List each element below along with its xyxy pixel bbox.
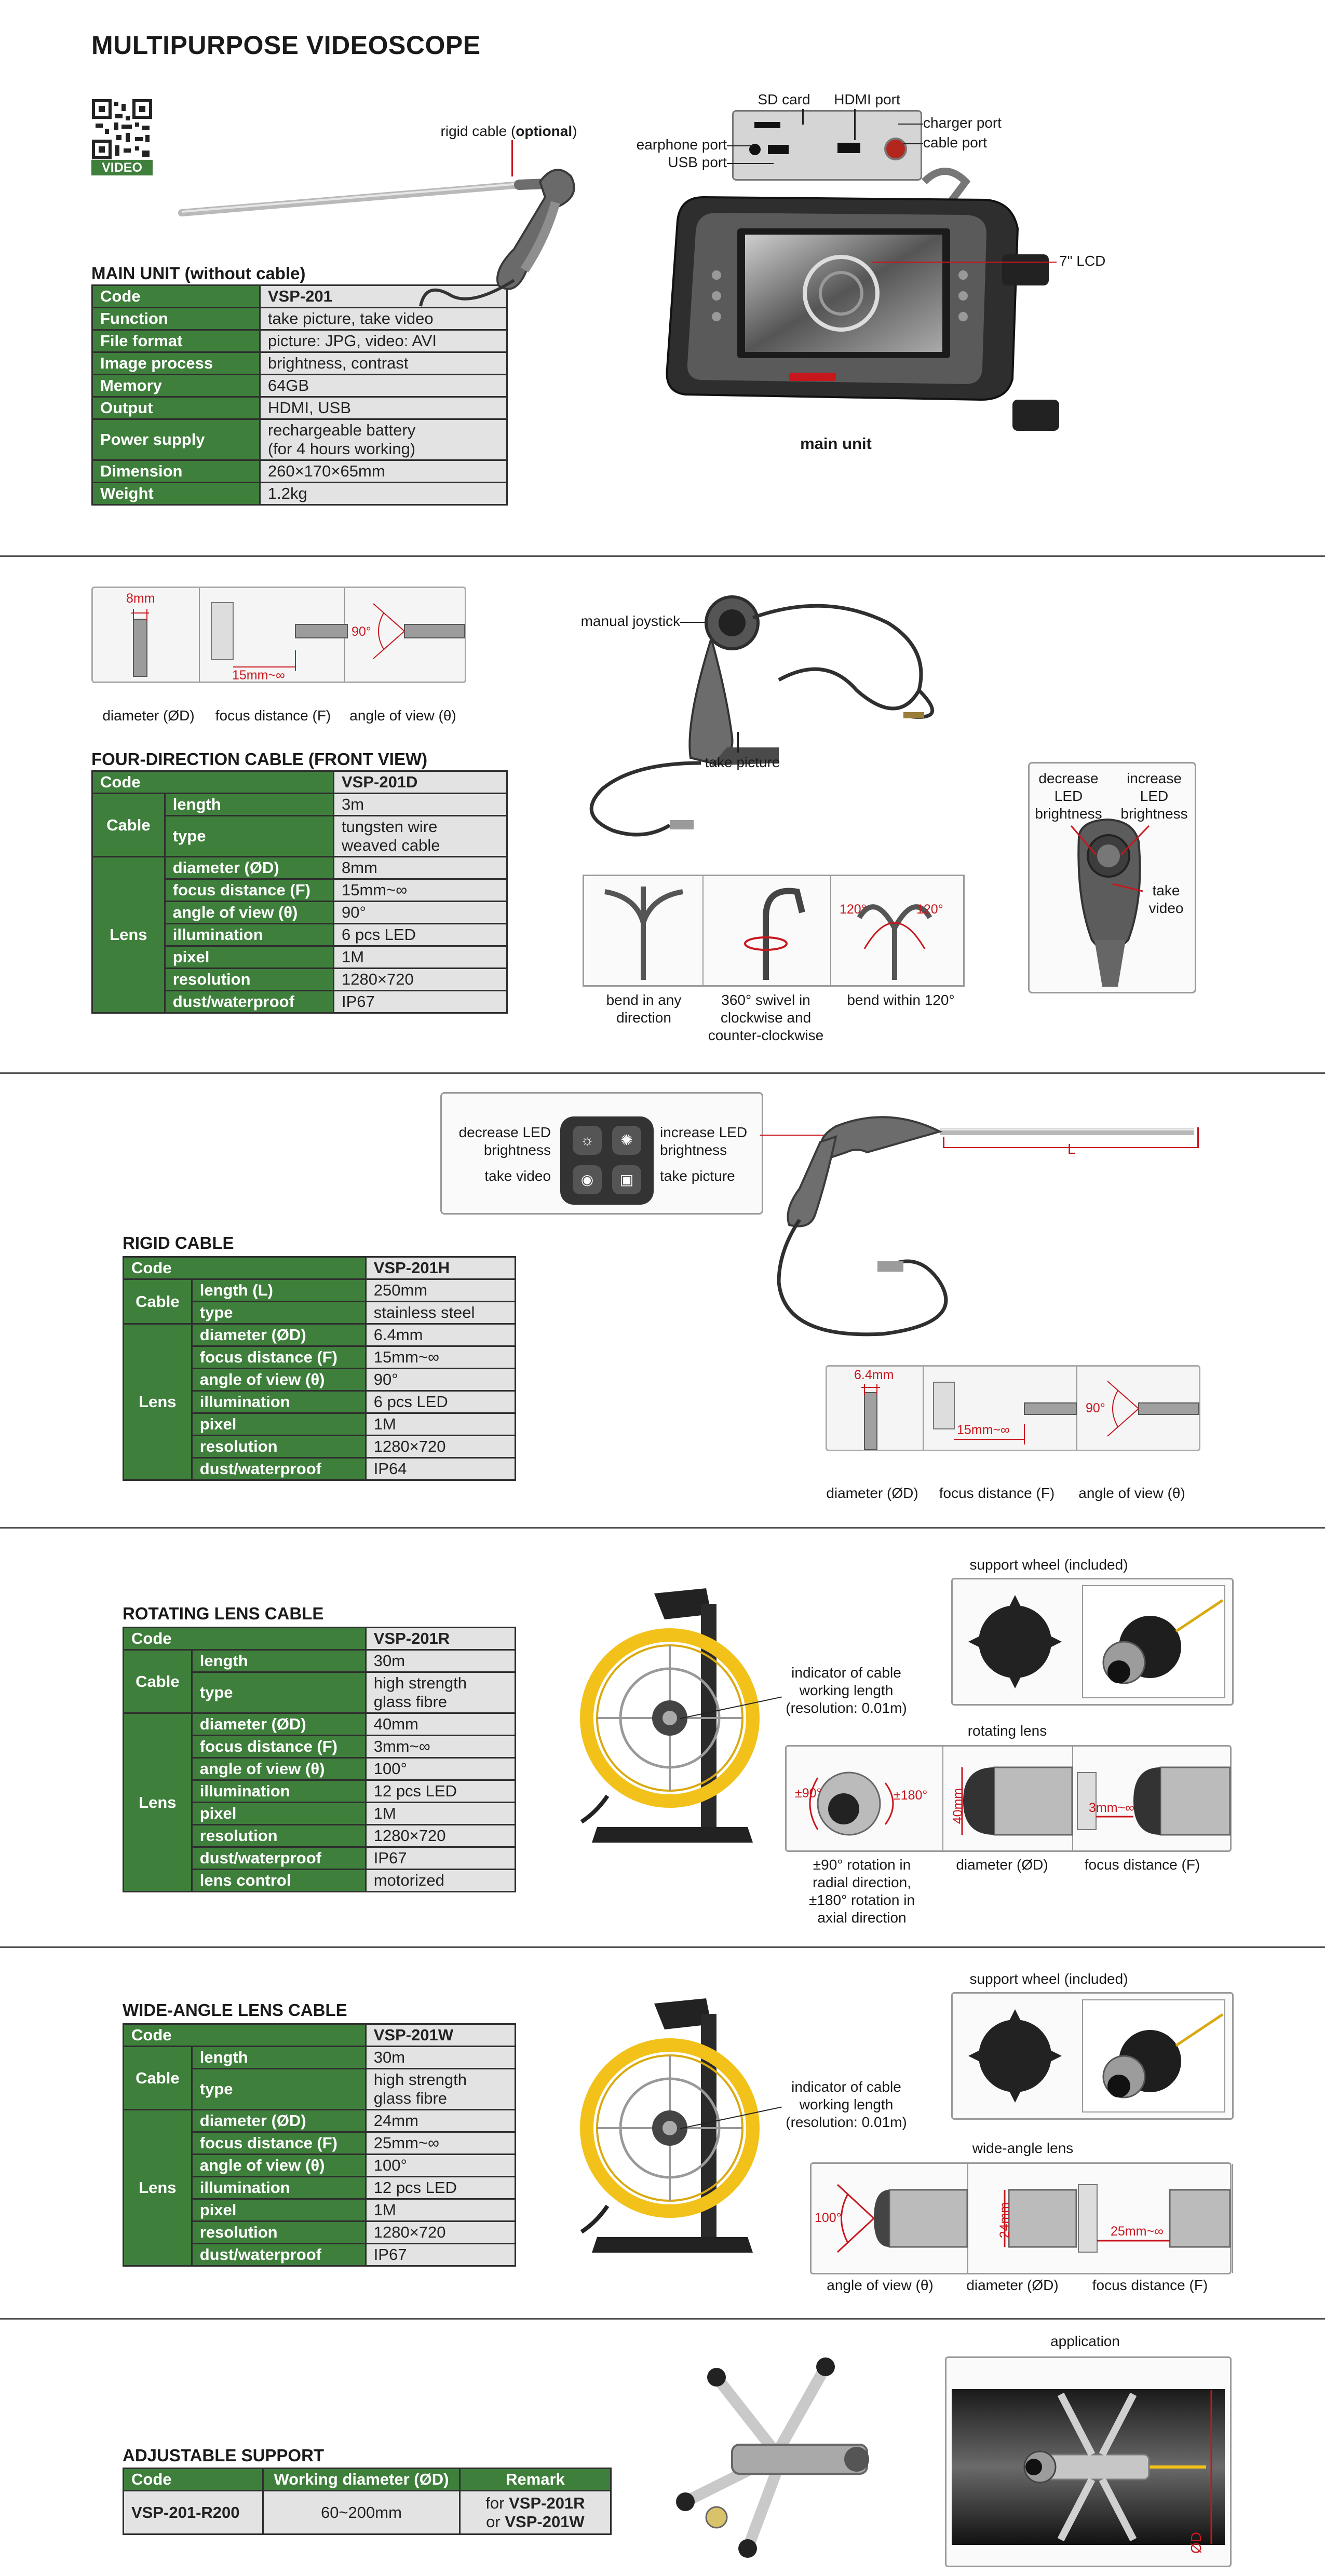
focus-value: 3mm~∞ (1089, 1801, 1134, 1815)
header-working-diameter: Working diameter (ØD) (263, 2469, 460, 2491)
spec-value: 260×170×65mm (260, 460, 507, 483)
spec-value: 25mm~∞ (366, 2132, 515, 2155)
take-picture-label: take picture (660, 1168, 735, 1184)
spec-group: Cable (124, 1650, 192, 1713)
spec-key: lens control (192, 1870, 366, 1892)
spec-key: Dimension (92, 460, 260, 483)
earphone-leader-line (727, 145, 753, 146)
spec-key: illumination (192, 1391, 366, 1413)
video-record-icon: ◉ (580, 1171, 594, 1188)
bend-modes-panel (583, 875, 965, 987)
diameter-value: 40mm (951, 1788, 966, 1824)
spec-value: 1M (333, 946, 507, 969)
remark-model: VSP-201W (505, 2512, 585, 2531)
spec-value: VSP-201D (333, 771, 507, 794)
section-divider (0, 1072, 1325, 1074)
spec-key: resolution (192, 1825, 366, 1847)
spec-value: IP67 (366, 2244, 515, 2266)
rigid-section-title: RIGID CABLE (123, 1233, 234, 1252)
spec-key: Output (92, 397, 260, 419)
sd-card-label: SD card (758, 91, 810, 107)
charger-port-icon (884, 138, 907, 160)
spec-value: 30m (366, 2047, 515, 2069)
spec-key: diameter (ØD) (165, 857, 333, 879)
spec-group: Cable (124, 2047, 192, 2110)
spec-value: 6 pcs LED (366, 1391, 515, 1413)
spec-value: 1.2kg (260, 483, 507, 505)
swivel-caption: 360° swivel in clockwise and counter-clockwise (708, 992, 824, 1043)
lcd-label: 7" LCD (1059, 253, 1106, 269)
qr-code-icon (91, 99, 153, 160)
spec-group: Lens (124, 1324, 192, 1480)
spec-value-line: glass fibre (373, 2089, 448, 2107)
spec-value: 15mm~∞ (366, 1346, 515, 1369)
increase-led-button[interactable] (612, 1126, 641, 1155)
caption-focus: focus distance (F) (1084, 1857, 1200, 1873)
spec-value: 1280×720 (333, 969, 507, 991)
support-remark (459, 2491, 611, 2534)
spec-value: 1M (366, 1413, 515, 1436)
spec-value: 3mm~∞ (366, 1736, 515, 1758)
usb-port-label: USB port (668, 154, 727, 170)
rigid-cable-image (768, 1095, 1205, 1355)
support-spec-table (123, 2468, 612, 2535)
spec-value: 90° (366, 1369, 515, 1391)
rotating-lens-graphics (787, 1747, 1230, 1850)
header-code: Code (124, 2469, 263, 2491)
caption-angle: angle of view (θ) (349, 707, 456, 724)
spec-row (92, 375, 507, 397)
spec-value: VSP-201H (366, 1257, 515, 1279)
spec-value: 12 pcs LED (366, 1780, 515, 1803)
spec-value: IP67 (366, 1847, 515, 1870)
spec-key: diameter (ØD) (192, 1324, 366, 1346)
caption-angle: angle of view (θ) (827, 2277, 934, 2293)
spec-key: illumination (192, 2177, 366, 2199)
take-video-label: take video (484, 1168, 551, 1184)
spec-value: VSP-201W (366, 2024, 515, 2047)
spec-value-line: high strength (373, 2070, 467, 2089)
wide-section-title: WIDE-ANGLE LENS CABLE (123, 2000, 347, 2020)
rigid-lens-diagram (826, 1365, 1200, 1451)
spec-row (124, 2491, 611, 2534)
spec-row (92, 352, 507, 375)
wide-lens-diagram (810, 2162, 1232, 2274)
spec-value: 64GB (260, 375, 507, 397)
spec-value: 100° (366, 2155, 515, 2177)
caption-rotation: ±90° rotation in radial direction, ±180° rotation in axial direction (808, 1857, 915, 1926)
bend-120-caption: bend within 120° (847, 992, 955, 1008)
decrease-led-label: decrease LED brightness (458, 1124, 551, 1158)
rotating-section-title: ROTATING LENS CABLE (123, 1604, 324, 1623)
section-divider (0, 2318, 1325, 2320)
caption-focus: focus distance (F) (939, 1485, 1055, 1501)
angle-value: 90° (351, 624, 371, 639)
support-wheel-label: support wheel (included) (969, 1557, 1128, 1573)
focus-value: 15mm~∞ (957, 1423, 1010, 1437)
main-unit-section-title: MAIN UNIT (without cable) (91, 264, 306, 283)
spec-value (333, 816, 507, 857)
spec-key: focus distance (F) (192, 1736, 366, 1758)
button-pad (560, 1116, 654, 1205)
header-remark: Remark (459, 2469, 611, 2491)
spec-key: angle of view (θ) (192, 1369, 366, 1391)
spec-row (124, 1324, 516, 1346)
spec-key: angle of view (θ) (165, 902, 333, 924)
take-picture-leader-line (737, 732, 739, 753)
spec-key: Code (124, 1257, 366, 1279)
spec-value: VSP-201R (366, 1628, 515, 1650)
wide-lens-graphics (812, 2164, 1230, 2273)
spec-key: Code (124, 1628, 366, 1650)
indicator-label: indicator of cable working length (resolution: 0.01m) (786, 1665, 907, 1716)
spec-value: stainless steel (366, 1302, 515, 1324)
wide-spec-table (123, 2023, 516, 2267)
caption-diameter: diameter (ØD) (102, 707, 195, 724)
spec-row (92, 419, 507, 460)
spec-group: Cable (124, 1279, 192, 1324)
spec-row (92, 483, 507, 505)
section-divider (0, 1527, 1325, 1529)
angle-value: 90° (1086, 1401, 1105, 1415)
spec-value: 1280×720 (366, 1825, 515, 1847)
spec-value: 1M (366, 1803, 515, 1825)
spec-group: Lens (92, 857, 165, 1013)
spec-value-line: weaved cable (341, 836, 440, 854)
hdmi-leader-line (854, 109, 856, 140)
spec-value: 6 pcs LED (333, 924, 507, 946)
length-marker: L (1067, 1141, 1076, 1157)
cable-leader-line (903, 143, 923, 144)
spec-value: 8mm (333, 857, 507, 879)
spec-key: Weight (92, 483, 260, 505)
rotation-90-value: ±90° (795, 1786, 822, 1801)
spec-row (92, 857, 507, 879)
take-video-button[interactable] (573, 1165, 602, 1194)
spec-group: Lens (124, 2110, 192, 2266)
spec-value: 12 pcs LED (366, 2177, 515, 2199)
spec-key: length (192, 2047, 366, 2069)
usb-port-icon (768, 145, 789, 154)
main-unit-device-image (654, 171, 1049, 452)
spec-value: picture: JPG, video: AVI (260, 330, 507, 352)
manual-joystick-label: manual joystick (580, 613, 680, 629)
rotating-lens-diagram (785, 1745, 1232, 1852)
spec-value (366, 2069, 515, 2110)
spec-row (124, 1279, 516, 1302)
spec-key: type (192, 2069, 366, 2110)
spec-key: length (L) (192, 1279, 366, 1302)
indicator-label: indicator of cable working length (resolution: 0.01m) (786, 2079, 907, 2130)
label-part: ) (572, 123, 577, 139)
spec-value: take picture, take video (260, 308, 507, 330)
spec-row (124, 1650, 516, 1672)
rigid-controls-panel (440, 1092, 763, 1215)
wide-angle-lens-label: wide-angle lens (972, 2140, 1074, 2156)
four-direction-spec-table (91, 770, 508, 1014)
spec-group: Cable (92, 794, 165, 857)
decrease-led-button[interactable] (573, 1126, 602, 1155)
spec-key: Memory (92, 375, 260, 397)
length-dimension-end (1197, 1127, 1199, 1148)
spec-value-line: glass fibre (373, 1693, 448, 1711)
spec-value: 250mm (366, 1279, 515, 1302)
take-picture-button[interactable] (612, 1165, 641, 1194)
spec-key: dust/waterproof (192, 1847, 366, 1870)
label-part: rigid cable ( (440, 123, 516, 139)
qr-video-badge: VIDEO (91, 160, 153, 175)
support-wheel-panel (951, 1992, 1234, 2120)
rigid-cable-leader-line (511, 140, 513, 176)
take-video-label: take video (1148, 882, 1184, 916)
spec-key: Function (92, 308, 260, 330)
spec-key: length (192, 1650, 366, 1672)
spec-key: pixel (165, 946, 333, 969)
take-picture-label: take picture (705, 754, 780, 770)
spec-key: resolution (165, 969, 333, 991)
four-direction-section-title: FOUR-DIRECTION CABLE (FRONT VIEW) (91, 749, 428, 769)
diameter-value: 6.4mm (854, 1368, 894, 1382)
spec-key: pixel (192, 1413, 366, 1436)
bend-any-caption: bend in any direction (606, 992, 682, 1026)
support-wheel-label: support wheel (included) (969, 1971, 1128, 1987)
remark-text: or (486, 2512, 505, 2531)
spec-key: focus distance (F) (192, 2132, 366, 2155)
spec-key: resolution (192, 1436, 366, 1458)
spec-key: Code (92, 771, 334, 794)
focus-value: 15mm~∞ (232, 668, 285, 683)
spec-row (92, 794, 507, 816)
application-label: application (1050, 2333, 1120, 2349)
spec-key: diameter (ØD) (192, 1713, 366, 1736)
spec-key: illumination (192, 1780, 366, 1803)
spec-value: IP64 (366, 1458, 515, 1480)
caption-focus: focus distance (F) (215, 707, 331, 724)
increase-led-label: increase LED brightness (660, 1124, 748, 1158)
joystick-controls-panel (1028, 762, 1196, 993)
light-dim-icon: ☼ (580, 1132, 594, 1148)
spec-row (124, 2024, 516, 2047)
remark-text: for (485, 2493, 509, 2512)
spec-value-line: tungsten wire (341, 817, 438, 836)
spec-value-line: rechargeable battery (267, 421, 416, 439)
rotation-180-value: ±180° (894, 1788, 928, 1803)
spec-key: focus distance (F) (192, 1346, 366, 1369)
main-unit-caption: main unit (800, 434, 872, 453)
spec-key: illumination (165, 924, 333, 946)
spec-value: IP67 (333, 991, 507, 1013)
spec-value: brightness, contrast (260, 352, 507, 375)
support-section-title: ADJUSTABLE SUPPORT (123, 2446, 325, 2465)
support-wheel-graphics (953, 1579, 1232, 1704)
spec-row (124, 1713, 516, 1736)
support-wheel-graphics (953, 1994, 1232, 2118)
earphone-port-label: earphone port (636, 137, 727, 153)
rigid-spec-table (123, 1256, 516, 1481)
spec-value (260, 419, 507, 460)
spec-key: angle of view (θ) (192, 1758, 366, 1780)
spec-value: 1M (366, 2199, 515, 2221)
spec-row (92, 330, 507, 352)
hdmi-port-icon (837, 143, 860, 153)
caption-diameter: diameter (ØD) (826, 1485, 918, 1501)
spec-key: pixel (192, 1803, 366, 1825)
spec-header-row (124, 2469, 611, 2491)
spec-key: angle of view (θ) (192, 2155, 366, 2177)
rotating-lens-label: rotating lens (967, 1723, 1047, 1739)
rigid-cable-handle-image (182, 140, 576, 317)
spec-key: focus distance (F) (165, 879, 333, 902)
remark-model: VSP-201R (509, 2493, 585, 2512)
spec-key: dust/waterproof (192, 1458, 366, 1480)
angle-value: 100° (815, 2211, 842, 2225)
decrease-led-label: decrease LED brightness (1035, 770, 1102, 822)
spec-key: Code (92, 285, 260, 308)
spec-value: 15mm~∞ (333, 879, 507, 902)
four-direction-lens-diagram (91, 587, 466, 683)
spec-key: type (165, 816, 333, 857)
spec-key: Code (124, 2024, 366, 2047)
spec-key: dust/waterproof (192, 2244, 366, 2266)
port-closeup-image (732, 110, 922, 181)
label-part: optional (516, 123, 573, 139)
spec-row (92, 460, 507, 483)
rigid-cable-optional-label (426, 122, 592, 140)
spec-value: motorized (366, 1870, 515, 1892)
spec-key: dust/waterproof (165, 991, 333, 1013)
charger-port-label: charger port (923, 115, 1002, 131)
spec-value-line: (for 4 hours working) (267, 440, 416, 458)
spec-value: 40mm (366, 1713, 515, 1736)
diameter-value: 24mm (997, 2202, 1012, 2239)
spec-value: 6.4mm (366, 1324, 515, 1346)
length-dimension-start (943, 1137, 944, 1148)
spec-value: 3m (333, 794, 507, 816)
spec-row (124, 1628, 516, 1650)
spec-key: File format (92, 330, 260, 352)
spec-group: Lens (124, 1713, 192, 1892)
spec-value: 1280×720 (366, 2221, 515, 2244)
spec-key: type (192, 1302, 366, 1324)
usb-leader-line (727, 163, 774, 164)
od-label: ØD (1188, 2532, 1204, 2554)
spec-value (366, 1672, 515, 1713)
spec-value: VSP-201 (260, 285, 507, 308)
spec-row (124, 1257, 516, 1279)
spec-value: 90° (333, 902, 507, 924)
spec-value: HDMI, USB (260, 397, 507, 419)
qr-code[interactable] (91, 99, 153, 160)
support-wheel-panel (951, 1578, 1234, 1706)
spec-key: pixel (192, 2199, 366, 2221)
spec-key: Image process (92, 352, 260, 375)
camera-icon: ▣ (619, 1171, 634, 1188)
spec-value: 30m (366, 1650, 515, 1672)
caption-diameter: diameter (ØD) (966, 2277, 1059, 2293)
support-working-diameter: 60~200mm (263, 2491, 460, 2534)
adjustable-support-image (654, 2346, 903, 2564)
application-panel (945, 2356, 1232, 2567)
spec-value: 100° (366, 1758, 515, 1780)
angle-120-right: 120° (916, 902, 943, 917)
support-code: VSP-201-R200 (124, 2491, 263, 2534)
angle-120-left: 120° (840, 902, 867, 917)
section-divider (0, 555, 1325, 557)
caption-focus: focus distance (F) (1092, 2277, 1208, 2293)
bend-modes-graphics (584, 876, 963, 985)
spec-value: 1280×720 (366, 1436, 515, 1458)
section-divider (0, 1946, 1325, 1948)
four-direction-handle-image (556, 592, 1023, 851)
caption-angle: angle of view (θ) (1078, 1485, 1185, 1501)
spec-key: type (192, 1672, 366, 1713)
spec-key: resolution (192, 2221, 366, 2244)
sd-leader-line (802, 109, 804, 125)
spec-key: length (165, 794, 333, 816)
caption-diameter: diameter (ØD) (956, 1857, 1048, 1873)
charger-leader-line (898, 124, 923, 125)
spec-value-line: high strength (373, 1674, 467, 1692)
spec-row (124, 2110, 516, 2132)
spec-row (92, 397, 507, 419)
joystick-controls-graphics (1030, 764, 1195, 992)
sd-slot-icon (754, 122, 780, 128)
spec-key: diameter (ØD) (192, 2110, 366, 2132)
light-bright-icon: ✺ (620, 1132, 633, 1148)
main-unit-spec-table (91, 284, 508, 506)
spec-key: Power supply (92, 419, 260, 460)
focus-value: 25mm~∞ (1111, 2224, 1164, 2239)
lcd-leader-line (872, 262, 1057, 263)
hdmi-port-label: HDMI port (834, 91, 900, 107)
cable-port-label: cable port (923, 134, 987, 151)
increase-led-label: increase LED brightness (1120, 770, 1188, 822)
diameter-value: 8mm (126, 591, 155, 606)
spec-row (124, 2047, 516, 2069)
spec-value: 24mm (366, 2110, 515, 2132)
page-title: MULTIPURPOSE VIDEOSCOPE (91, 31, 481, 60)
rotating-spec-table (123, 1627, 516, 1892)
spec-row (92, 771, 507, 794)
